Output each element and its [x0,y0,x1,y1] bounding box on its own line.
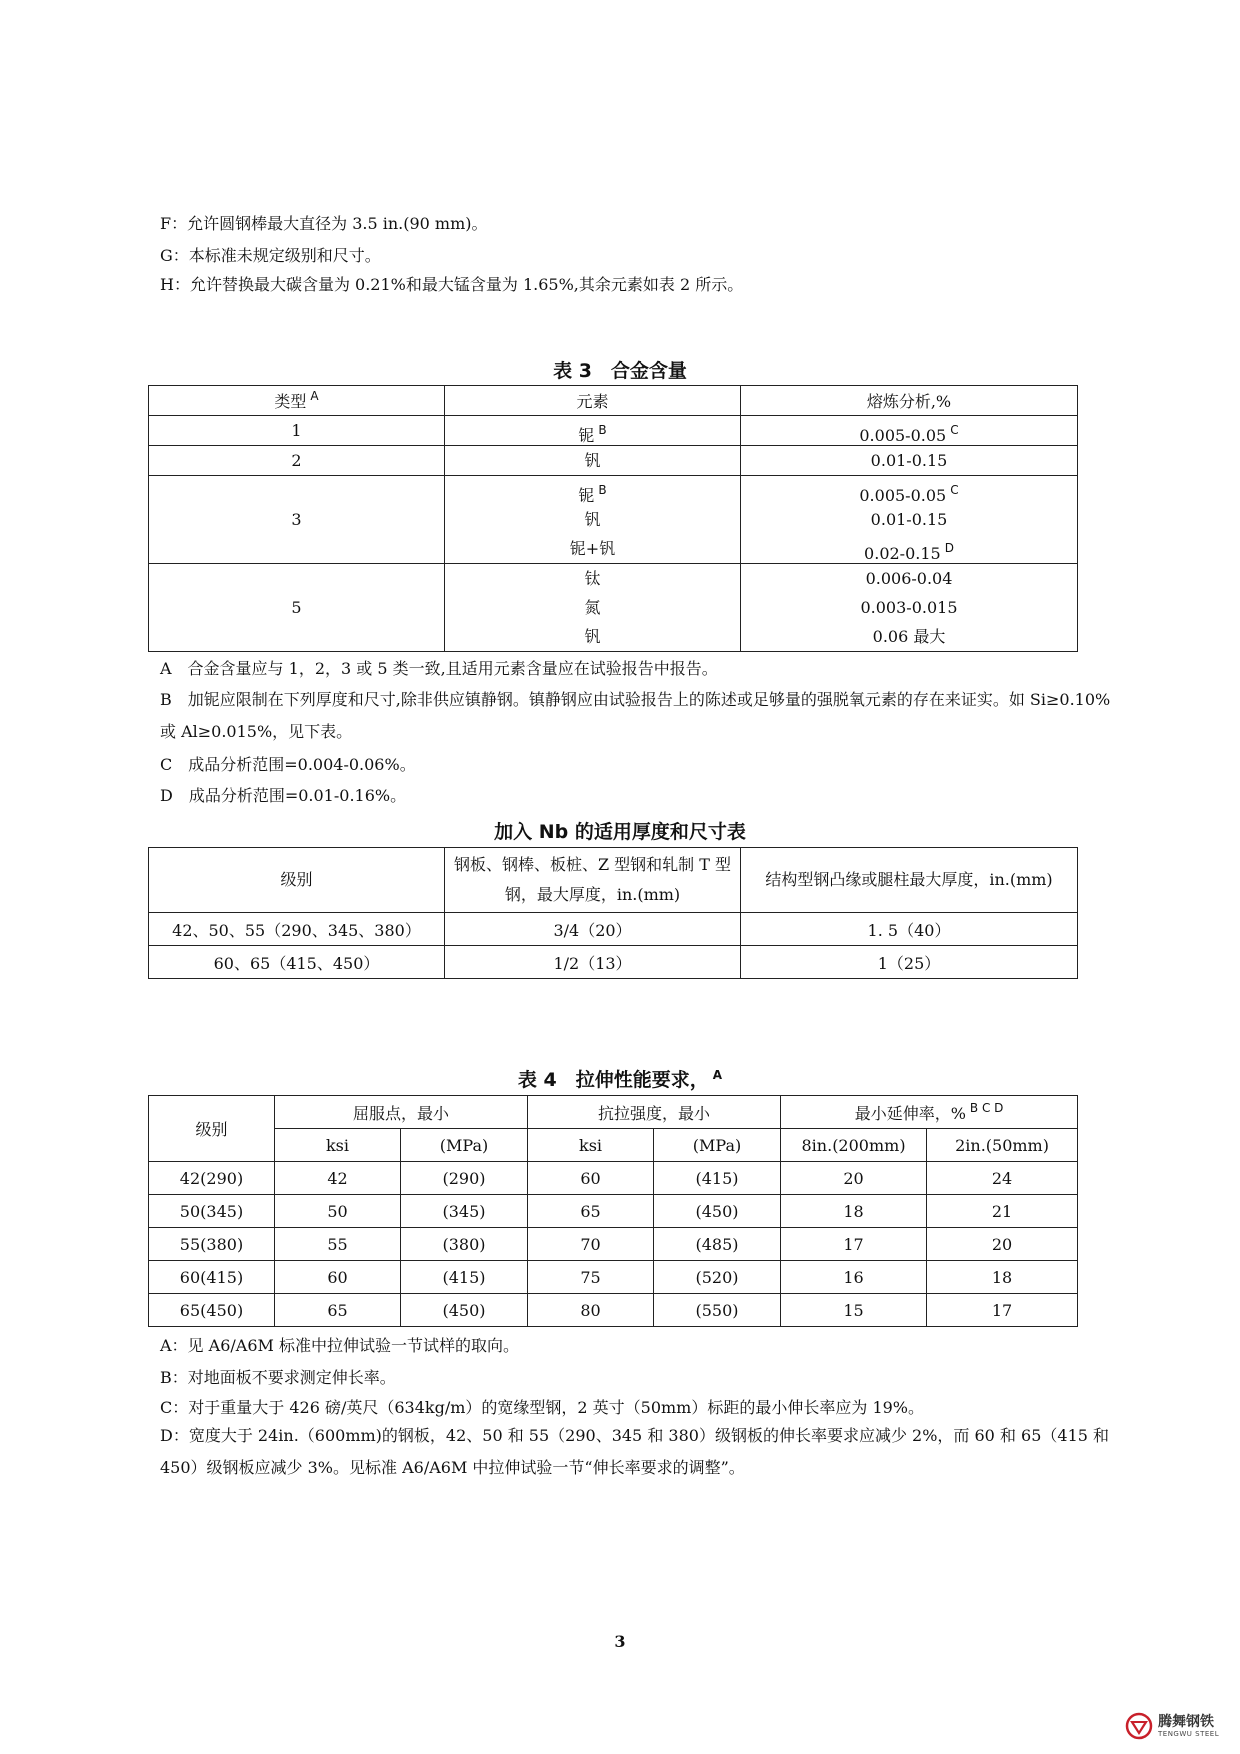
note-f: F：允许圆钢棒最大直径为 3.5 in.(90 mm)。 [160,214,488,233]
yield-mpa-cell: (290) [401,1162,528,1195]
header-element: 元素 [445,386,741,416]
table-header-row [149,1096,1078,1129]
type-cell: 2 [149,446,445,476]
tensile-requirements-table [148,1095,1078,1327]
header-tensile-mpa: (MPa) [654,1129,781,1162]
table3-note-d: D 成品分析范围=0.01-0.16%。 [160,786,407,805]
tensile-ksi-cell: 80 [528,1294,654,1327]
grade-cell: 42(290) [149,1162,275,1195]
yield-mpa-cell: (450) [401,1294,528,1327]
tensile-ksi-cell: 60 [528,1162,654,1195]
header-yield: 屈服点，最小 [275,1096,528,1129]
yield-ksi-cell: 42 [275,1162,401,1195]
elong-2in-cell: 18 [927,1261,1078,1294]
elong-2in-cell: 21 [927,1195,1078,1228]
table3-title: 表 3 合金含量 [553,360,687,382]
tensile-mpa-cell: (450) [654,1195,781,1228]
header-tensile: 抗拉强度，最小 [528,1096,781,1129]
table-row [149,946,1078,979]
nb-table-title: 加入 Nb 的适用厚度和尺寸表 [494,821,746,843]
element-cell: 钒 [445,446,741,476]
table-row [149,564,1078,652]
grade-cell: 60(415) [149,1261,275,1294]
note-g: G：本标准未规定级别和尺寸。 [160,246,381,265]
yield-mpa-cell: (415) [401,1261,528,1294]
table4-note-b: B：对地面板不要求测定伸长率。 [160,1368,396,1387]
table-row [149,446,1078,476]
type-cell: 5 [149,564,445,652]
elong-2in-cell: 20 [927,1228,1078,1261]
header-type: 类型 $^A$ [149,386,445,416]
plate-cell: 3/4（20） [445,913,741,946]
tensile-ksi-cell: 75 [528,1261,654,1294]
logo-text-en: TENGWU STEEL [1158,1729,1220,1738]
table-row [149,416,1078,446]
header-yield-mpa: (MPa) [401,1129,528,1162]
grade-cell: 65(450) [149,1294,275,1327]
header-grade: 级别 [149,1096,275,1162]
elong-8in-cell: 15 [781,1294,927,1327]
table-row [149,1162,1078,1195]
table4-note-a: A：见 A6/A6M 标准中拉伸试验一节试样的取向。 [160,1336,519,1355]
note-h: H：允许替换最大碳含量为 0.21%和最大锰含量为 1.65%,其余元素如表 2 所示。 [160,275,744,294]
grade-cell: 42、50、55（290、345、380） [149,913,445,946]
element-cell: 钛 氮 钒 [445,564,741,652]
header-tensile-ksi: ksi [528,1129,654,1162]
element-cell: 铌 $^B$ [445,416,741,446]
alloy-content-table [148,385,1078,652]
analysis-cell: 0.005-0.05 $^C$ 0.01-0.15 0.02-0.15 $^D$ [741,476,1078,564]
header-elong-8in: 8in.(200mm) [781,1129,927,1162]
page-number: 3 [614,1632,626,1651]
tensile-ksi-cell: 65 [528,1195,654,1228]
plate-cell: 1/2（13） [445,946,741,979]
table4-title: 表 4 拉伸性能要求， $^A$ [517,1068,723,1091]
type-cell: 1 [149,416,445,446]
table3-note-c: C 成品分析范围=0.004-0.06%。 [160,755,416,774]
elong-2in-cell: 24 [927,1162,1078,1195]
header-elong-2in: 2in.(50mm) [927,1129,1078,1162]
elong-8in-cell: 18 [781,1195,927,1228]
analysis-cell: 0.005-0.05 $^C$ [741,416,1078,446]
grade-cell: 60、65（415、450） [149,946,445,979]
elong-2in-cell: 17 [927,1294,1078,1327]
header-shape-thickness: 结构型钢凸缘或腿柱最大厚度，in.(mm) [741,848,1078,913]
elong-8in-cell: 16 [781,1261,927,1294]
logo-text-cn: 腾舞钢铁 [1158,1713,1214,1730]
table-row [149,1261,1078,1294]
elong-8in-cell: 20 [781,1162,927,1195]
header-elongation: 最小延伸率，% $^{B C D}$ [781,1096,1078,1129]
tensile-mpa-cell: (485) [654,1228,781,1261]
yield-ksi-cell: 65 [275,1294,401,1327]
elong-8in-cell: 17 [781,1228,927,1261]
table-row [149,476,1078,564]
table4-note-c: C：对于重量大于 426 磅/英尺（634kg/m）的宽缘型钢，2 英寸（50mm）标距的最小伸长率应为 19%。 [160,1398,925,1417]
yield-ksi-cell: 55 [275,1228,401,1261]
table3-note-b: B 加铌应限制在下列厚度和尺寸,除非供应镇静钢。镇静钢应由试验报告上的陈述或足够量的强脱氧元素的存在来证实。如 Si≥0.10%或 Al≥0.015%，见下表。 [160,690,1111,741]
tensile-mpa-cell: (550) [654,1294,781,1327]
yield-ksi-cell: 60 [275,1261,401,1294]
nb-thickness-table [148,847,1078,979]
table-row [149,1228,1078,1261]
table-header-row [149,386,1078,416]
table-subheader-row [149,1129,1078,1162]
tensile-ksi-cell: 70 [528,1228,654,1261]
yield-ksi-cell: 50 [275,1195,401,1228]
yield-mpa-cell: (345) [401,1195,528,1228]
tensile-mpa-cell: (415) [654,1162,781,1195]
header-analysis: 熔炼分析,% [741,386,1078,416]
type-cell: 3 [149,476,445,564]
company-logo [1124,1712,1219,1740]
table-row [149,1195,1078,1228]
header-plate-thickness: 钢板、钢棒、板桩、Z 型钢和轧制 T 型钢，最大厚度，in.(mm) [445,848,741,913]
header-yield-ksi: ksi [275,1129,401,1162]
yield-mpa-cell: (380) [401,1228,528,1261]
shape-cell: 1（25） [741,946,1078,979]
grade-cell: 50(345) [149,1195,275,1228]
shape-cell: 1. 5（40） [741,913,1078,946]
grade-cell: 55(380) [149,1228,275,1261]
analysis-cell: 0.006-0.04 0.003-0.015 0.06 最大 [741,564,1078,652]
header-grade: 级别 [149,848,445,913]
table-row [149,913,1078,946]
table-header-row [149,848,1078,913]
analysis-cell: 0.01-0.15 [741,446,1078,476]
table3-note-a: A 合金含量应与 1，2，3 或 5 类一致,且适用元素含量应在试验报告中报告。 [160,659,718,678]
logo-emblem-icon [1124,1712,1154,1740]
element-cell: 铌 $^B$ 钒 铌+钒 [445,476,741,564]
tensile-mpa-cell: (520) [654,1261,781,1294]
table4-note-d: D：宽度大于 24in.（600mm)的钢板，42、50 和 55（290、345 和 380）级钢板的伸长率要求应减少 2%，而 60 和 65（415 和 450）级钢板应减少 3%。见标准 A6/A6M 中拉伸试验一节“伸长率要求的调整”。 [160,1426,1110,1477]
table-row [149,1294,1078,1327]
